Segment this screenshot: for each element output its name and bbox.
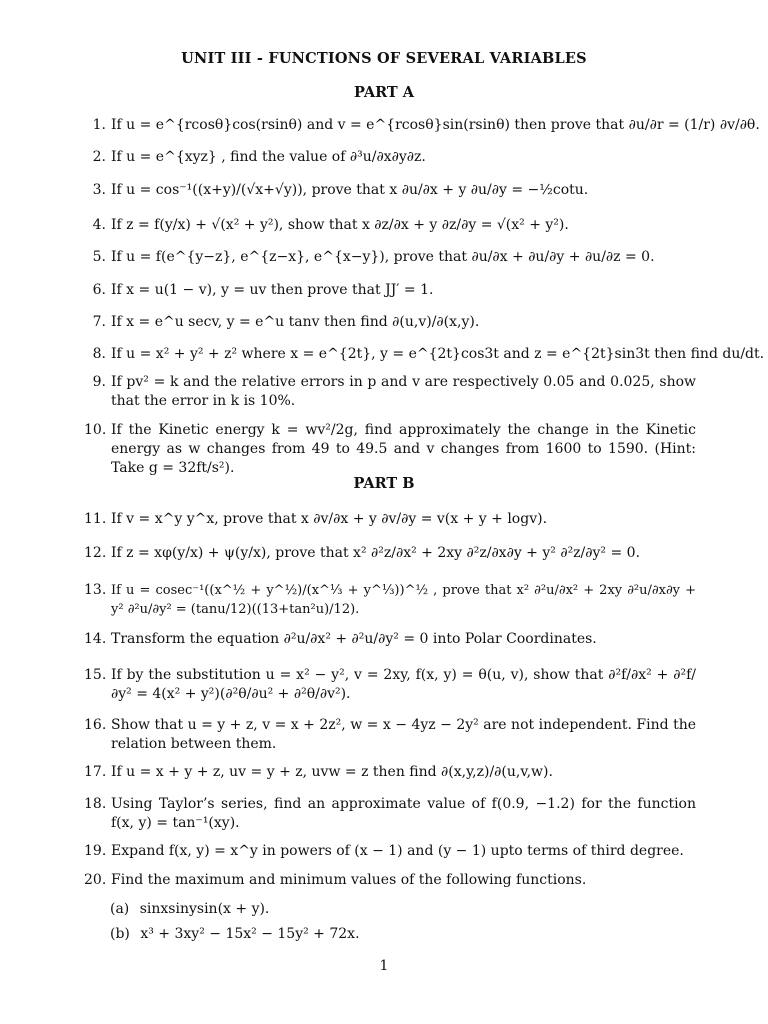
question-text: If x = e^u secv, y = e^u tanv then find ∂(u,v)/∂(x,y). — [111, 314, 480, 330]
question-number: 16. — [84, 717, 107, 733]
subquestion-item — [110, 900, 269, 919]
question-text: Transform the equation ∂²u/∂x² + ∂²u/∂y² = 0 into Polar Coordinates. — [111, 631, 597, 647]
question-text: If by the substitution u = x² − y², v = 2xy, f(x, y) = θ(u, v), show that ∂²f/∂x² + ∂²f/∂y² = 4(x² + y²)(∂²θ/∂u² + ∂²θ/∂v²). — [111, 667, 696, 702]
question-text: If u = e^{rcosθ}cos(rsinθ) and v = e^{rcosθ}sin(rsinθ) then prove that ∂u/∂r = (1/r) ∂v/∂θ. — [111, 117, 760, 133]
question-text: Using Taylor’s series, find an approximate value of f(0.9, −1.2) for the function f(x, y) = tan⁻¹(xy). — [111, 796, 696, 831]
part-b-heading: PART B — [353, 475, 415, 492]
question-text: Show that u = y + z, v = x + 2z², w = x − 4yz − 2y² are not independent. Find the relation between them. — [111, 717, 696, 752]
question-number: 5. — [92, 249, 106, 265]
subquestion-item — [110, 925, 360, 944]
part-a-heading: PART A — [354, 84, 414, 101]
question-text: If z = xφ(y/x) + ψ(y/x), prove that x² ∂²z/∂x² + 2xy ∂²z/∂x∂y + y² ∂²z/∂y² = 0. — [111, 545, 641, 561]
question-number: 1. — [92, 117, 106, 133]
question-text: If u = x² + y² + z² where x = e^{2t}, y = e^{2t}cos3t and z = e^{2t}sin3t then find du/dt. — [111, 346, 765, 362]
question-number: 11. — [84, 511, 107, 527]
subquestion-label: (a) — [110, 901, 130, 917]
question-text: If u = f(e^{y−z}, e^{z−x}, e^{x−y}), prove that ∂u/∂x + ∂u/∂y + ∂u/∂z = 0. — [111, 249, 655, 265]
question-number: 3. — [92, 182, 106, 198]
question-text: If x = u(1 − v), y = uv then prove that JJ′ = 1. — [111, 282, 434, 298]
question-text: If z = f(y/x) + √(x² + y²), show that x ∂z/∂x + y ∂z/∂y = √(x² + y²). — [111, 217, 569, 233]
question-text: If v = x^y y^x, prove that x ∂v/∂x + y ∂v/∂y = v(x + y + logv). — [111, 511, 548, 527]
question-text: Expand f(x, y) = x^y in powers of (x − 1) and (y − 1) upto terms of third degree. — [111, 843, 684, 859]
question-number: 17. — [84, 764, 107, 780]
question-number: 19. — [84, 843, 107, 859]
subquestion-text: sinxsinysin(x + y). — [139, 901, 270, 917]
question-text: Find the maximum and minimum values of the following functions. — [111, 872, 587, 888]
question-text: If u = cos⁻¹((x+y)/(√x+√y)), prove that x ∂u/∂x + y ∂u/∂y = −½cotu. — [111, 182, 589, 198]
question-number: 13. — [84, 582, 107, 598]
question-number: 7. — [92, 314, 106, 330]
question-text: If u = e^{xyz} , find the value of ∂³u/∂x∂y∂z. — [111, 149, 426, 165]
question-text: If the Kinetic energy k = wv²/2g, find approximately the change in the Kinetic energy as w changes from 49 to 49.5 and v changes from 1600 to 1590. (Hint: Take g = 32ft/s²). — [111, 422, 696, 476]
question-number: 15. — [84, 667, 107, 683]
subquestion-label: (b) — [110, 926, 130, 942]
question-number: 9. — [92, 374, 106, 390]
page-title: UNIT III - FUNCTIONS OF SEVERAL VARIABLES — [181, 50, 587, 67]
question-number: 8. — [92, 346, 106, 362]
question-number: 10. — [84, 422, 107, 438]
question-number: 18. — [84, 796, 107, 812]
question-number: 14. — [84, 631, 107, 647]
subquestion-text: x³ + 3xy² − 15x² − 15y² + 72x. — [140, 926, 360, 942]
question-text: If u = x + y + z, uv = y + z, uvw = z then find ∂(x,y,z)/∂(u,v,w). — [111, 764, 553, 780]
question-number: 12. — [84, 545, 107, 561]
question-text: If u = cosec⁻¹((x^½ + y^½)/(x^⅓ + y^⅓))^½ , prove that x² ∂²u/∂x² + 2xy ∂²u/∂x∂y + y² ∂²u/∂y² = (tanu/12)((13+tan²u)/12). — [111, 583, 696, 617]
question-text: If pv² = k and the relative errors in p and v are respectively 0.05 and 0.025, show that the error in k is 10%. — [111, 374, 696, 409]
question-number: 20. — [84, 872, 107, 888]
page-number: 1 — [379, 958, 389, 974]
question-number: 4. — [92, 217, 106, 233]
question-number: 2. — [92, 149, 106, 165]
question-number: 6. — [92, 282, 106, 298]
